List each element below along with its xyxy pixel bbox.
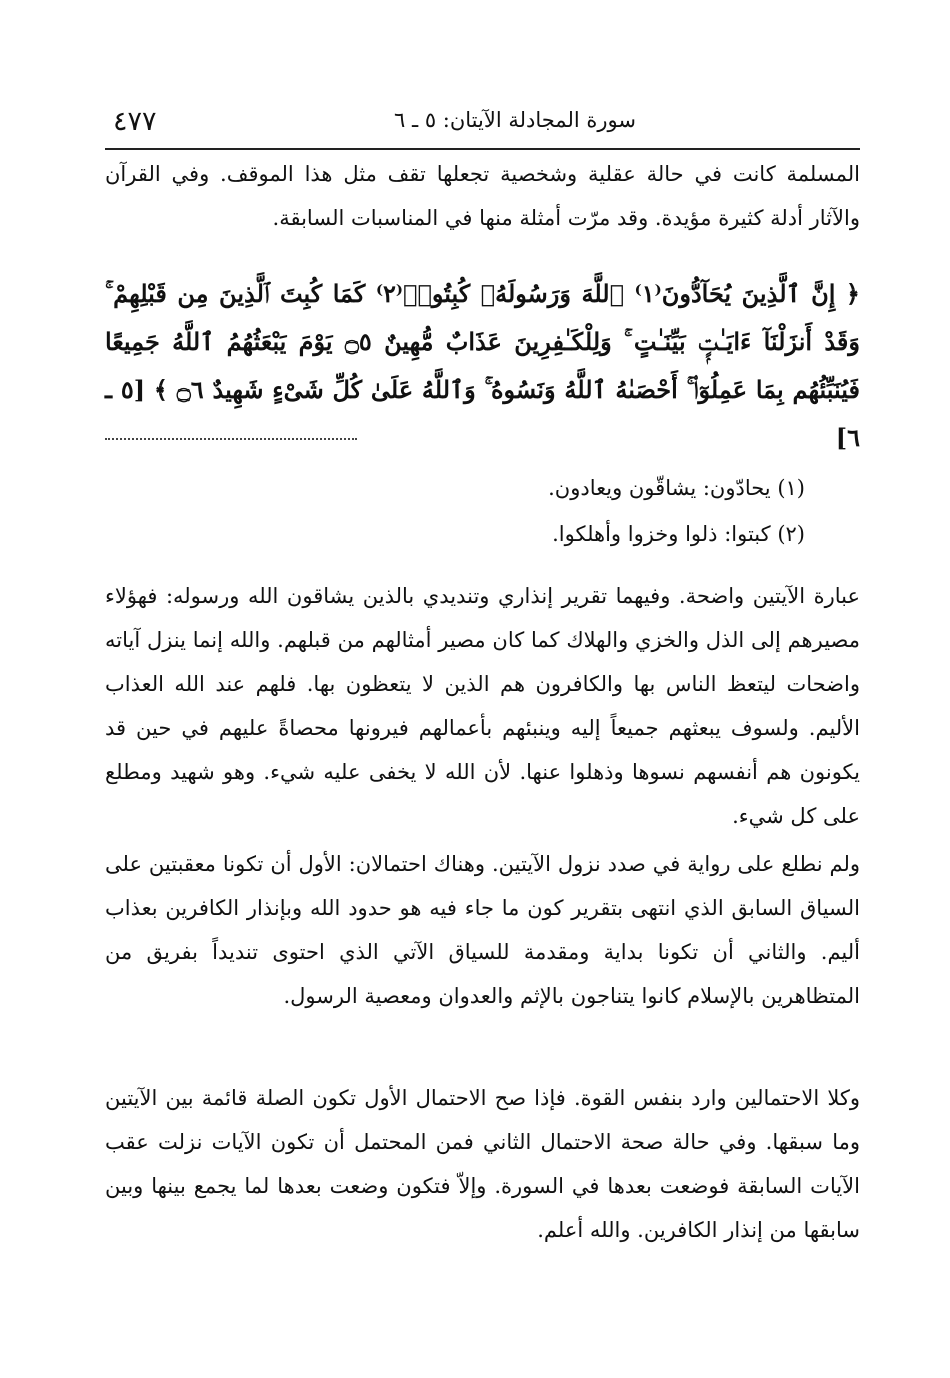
footnote-divider — [105, 438, 357, 440]
quran-passage: ﴿ إِنَّ ٱلَّذِينَ يُحَآدُّونَ⁽١⁾ ٱللَّهَ وَرَسُولَهُۥ كُبِتُوا۟⁽٢⁾ كَمَا كُبِتَ ٱلَّذِينَ مِن قَبْلِهِمْ ۚ وَقَدْ أَنزَلْنَآ ءَايَـٰتٍۭ بَيِّنَـٰتٍ ۚ وَلِلْكَـٰفِرِينَ عَذَابٌ مُّهِينٌ ۝٥ يَوْمَ يَبْعَثُهُمُ ٱللَّهُ جَمِيعًا فَيُنَبِّئُهُم بِمَا عَمِلُوٓا۟ ۚ أَحْصَىٰهُ ٱللَّهُ وَنَسُوهُ ۚ وَٱللَّهُ عَلَىٰ كُلِّ شَىْءٍ شَهِيدٌ ۝٦ ﴾ [٥ ـ ٦] — [105, 279, 860, 452]
commentary-paragraph-1: عبارة الآيتين واضحة. وفيهما تقرير إنذاري وتنديدي بالذين يشاقون الله ورسوله: فهؤلاء مصيرهم إلى الذل والخزي والهلاك كما كان مصير أمثالهم من قبلهم. والله إنما ينزل آياته واضحات ليتعظ الناس بها والكافرون هم الذين لا يتعظون بها. فلهم عند الله العذاب الأليم. ولسوف يبعثهم جميعاً إليه وينبئهم بأعمالهم فيرونها محصاةً عليهم في حين قد يكونون هم أنفسهم نسوها وذهلوا عنها. لأن الله لا يخفى عليه شيء. وهو شهيد ومطلع على كل شيء. — [105, 584, 860, 828]
surah-header-title: سورة المجادلة الآيتان: ٥ ـ ٦ — [394, 108, 636, 132]
running-header — [105, 104, 860, 140]
footnote-1: (١) يحادّون: يشاقّون ويعادون. — [548, 476, 805, 500]
footnote-2: (٢) كبتوا: ذلوا وخزوا وأهلكوا. — [552, 522, 805, 546]
commentary-paragraph-2: ولم نطلع على رواية في صدد نزول الآيتين. وهناك احتمالان: الأول أن تكونا معقبتين على السياق السابق الذي انتهى بتقرير كون ما جاء فيه هو حدود الله وبإنذار الكافرين بعذاب أليم. والثاني أن تكونا بداية ومقدمة للسياق الآتي الذي احتوى تنديداً بفريق من المتظاهرين بالإسلام كانوا يتناجون بالإثم والعدوان ومعصية الرسول. — [105, 852, 860, 1008]
book-page — [105, 0, 860, 1378]
intro-paragraph: المسلمة كانت في حالة عقلية وشخصية تجعلها تقف مثل هذا الموقف. وفي القرآن والآثار أدلة كثيرة مؤيدة. وقد مرّت أمثلة منها في المناسبات السابقة. — [105, 162, 860, 230]
page-number: ٤٧٧ — [113, 106, 157, 137]
header-divider — [105, 148, 860, 150]
commentary-paragraph-3: وكلا الاحتمالين وارد بنفس القوة. فإذا صح الاحتمال الأول تكون الصلة قائمة بين الآيتين وما سبقها. وفي حالة صحة الاحتمال الثاني فمن المحتمل أن تكون الآيات نزلت عقب الآيات السابقة فوضعت بعدها في السورة. وإلاّ فتكون وضعت بعدها لما يجمع بينها وبين سابقها من إنذار الكافرين. والله أعلم. — [105, 1086, 860, 1242]
